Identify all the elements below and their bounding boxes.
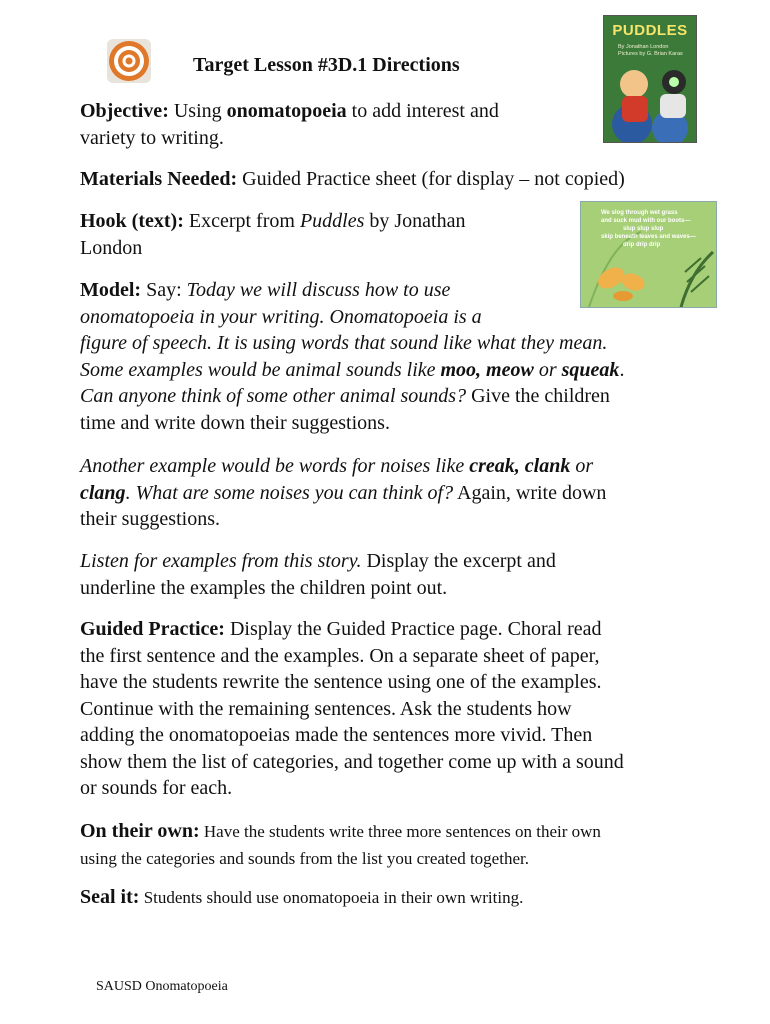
materials-section: Materials Needed: Guided Practice sheet (for display – not copied) [80,168,625,190]
model-section: Model: Say: Today we will discuss how to use onomatopoeia in your writing. Onomatopoeia is a figure of speech. It is using words that sound like what they mean. Some examples would be animal sounds like moo, meow or squeak. Can anyone think of some other animal sounds? Give the children time and write down their suggestions. [80,279,625,434]
on-their-own-label: On their own: [80,820,200,842]
objective-label: Objective: [80,100,169,122]
guided-practice-label: Guided Practice: [80,618,225,640]
model-label: Model: [80,279,142,301]
cover-byline: By Jonathan London Pictures by G. Brian Karas [618,44,683,57]
hook-section: Hook (text): Excerpt from Puddles by Jonathan London [80,210,466,259]
seal-it-section: Seal it: Students should use onomatopoeia in their own writing. [80,886,524,908]
page-title: Target Lesson #3D.1 Directions [193,54,460,76]
book-cover-image [603,15,697,143]
model-paragraph-3: Listen for examples from this story. Display the excerpt and underline the examples the children point out. [80,550,556,599]
seal-it-label: Seal it: [80,886,140,908]
page-footer: SAUSD Onomatopoeia [96,979,228,994]
cover-title: PUDDLES [612,22,688,39]
target-icon [106,38,152,84]
materials-label: Materials Needed: [80,168,238,190]
model-paragraph-2: Another example would be words for noises like creak, clank or clang. What are some noises you can think of? Again, write down their suggestions. [80,455,607,530]
excerpt-text: We slog through wet grass and suck mud with our boots— slup slup slup skip beneath leaves and waves— drip drip drip [601,210,696,248]
guided-practice-section: Guided Practice: Display the Guided Practice page. Choral read the first sentence and the examples. On a separate sheet of paper, have the students rewrite the sentence using one of the examples. Continue with the remaining sentences. Ask the students how adding the onomatopoeias made the sentences more vivid. Then show them the list of categories, and together come up with a sound or sounds for each. [80,618,624,799]
on-their-own-section: On their own: Have the students write three more sentences on their own using the categories and sounds from the list you created together. [80,820,601,868]
hook-label: Hook (text): [80,210,184,232]
objective-section: Objective: Using onomatopoeia to add interest and variety to writing. [80,100,499,149]
